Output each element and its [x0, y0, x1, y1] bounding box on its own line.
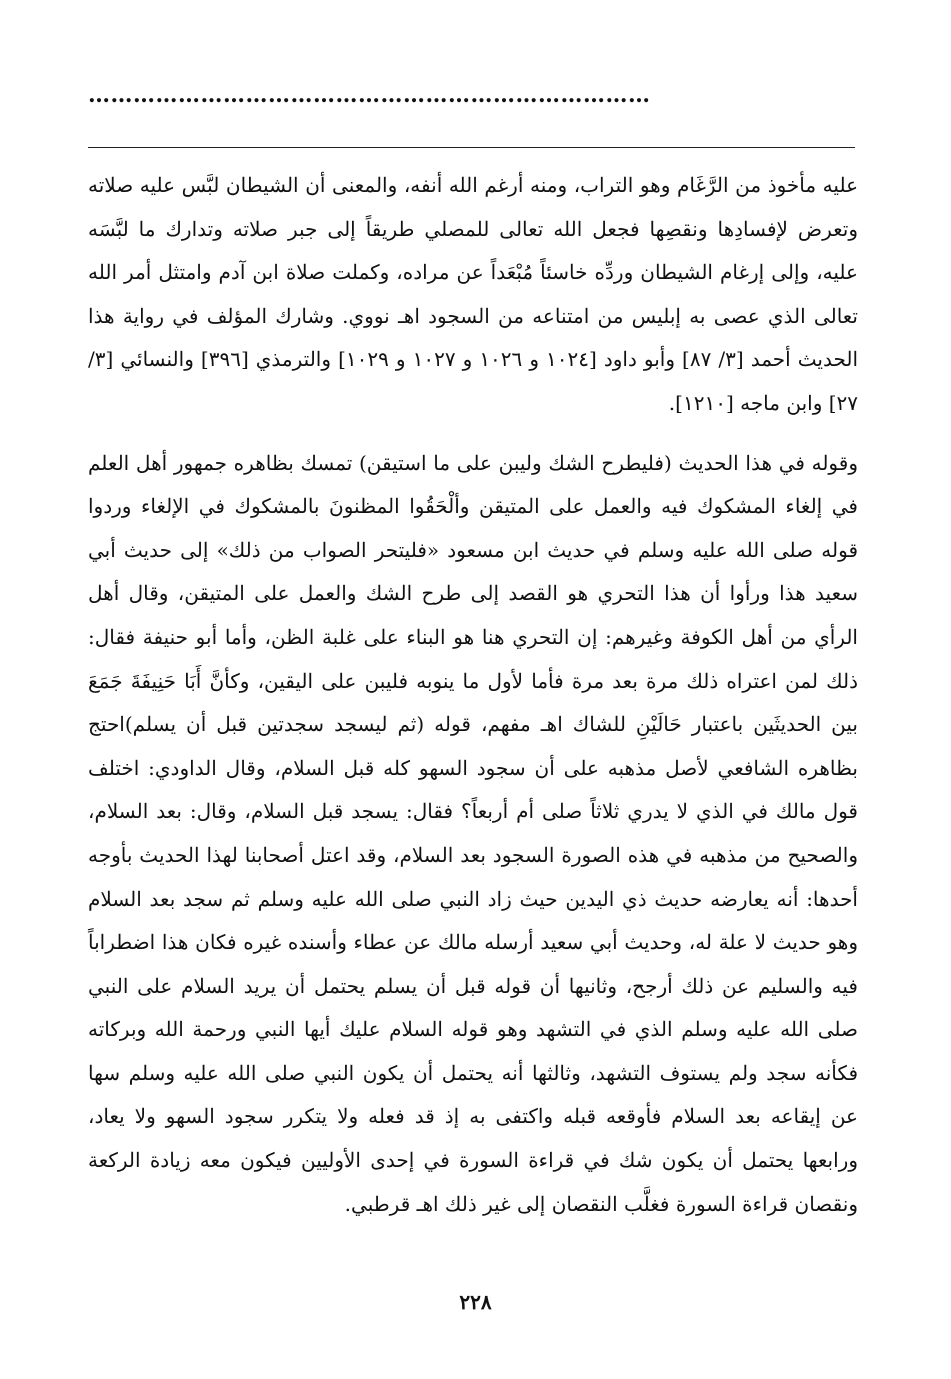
horizontal-rule — [88, 147, 855, 148]
footnote-continuation-paragraph: عليه مأخوذ من الرَّغَام وهو التراب، ومنه أرغم الله أنفه، والمعنى أن الشيطان لبَّس عليه صلاته وتعرض لإفسادِها ونقصِها فجعل الله تعالى للمصلي طريقاً إلى جبر صلاته وتدارك ما لبَّسَه عليه، وإلى إرغام الشيطان وردِّه خاسئاً مُبْعَداً عن مراده، وكملت صلاة ابن آدم وامتثل أمر الله تعالى الذي عصى به إبليس من امتناعه من السجود اهـ نووي. وشارك المؤلف في رواية هذا الحديث أحمد [٣/ ٨٧] وأبو داود [١٠٢٤ و ١٠٢٦ و ١٠٢٧ و ١٠٢٩] والترمذي [٣٩٦] والنسائي [٣/ ٢٧] وابن ماجه [١٢١٠]. — [88, 173, 859, 415]
separator-dots: ………………………………………………………………… — [88, 82, 651, 108]
page-number: ٢٢٨ — [459, 1290, 492, 1314]
page-body — [88, 164, 858, 1226]
commentary-paragraph: وقوله في هذا الحديث (فليطرح الشك وليبن على ما استيقن) تمسك بظاهره جمهور أهل العلم في إلغاء المشكوك فيه والعمل على المتيقن وألْحَقُوا المظنونَ بالمشكوك في الإلغاء وردوا قوله صلى الله عليه وسلم في حديث ابن مسعود «فليتحر الصواب من ذلك» إلى حديث أبي سعيد هذا ورأوا أن هذا التحري هو القصد إلى طرح الشك والعمل على المتيقن، وقال أهل الرأي من أهل الكوفة وغيرهم: إن التحري هنا هو البناء على غلبة الظن، وأما أبو حنيفة فقال: ذلك لمن اعتراه ذلك مرة بعد مرة فأما لأول ما ينوبه فليبن على اليقين، وكأنَّ أَبَا حَنِيفَةَ جَمَعَ بين الحديثَين باعتبار حَالَيْنِ للشاك اهـ مفهم، قوله (ثم ليسجد سجدتين قبل أن يسلم)احتج بظاهره الشافعي لأصل مذهبه على أن سجود السهو كله قبل السلام، وقال الداودي: اختلف قول مالك في الذي لا يدري ثلاثاً صلى أم أربعاً؟ فقال: يسجد قبل السلام، وقال: بعد السلام، والصحيح من مذهبه في هذه الصورة السجود بعد السلام، وقد اعتل أصحابنا لهذا الحديث بأوجه أحدها: أنه يعارضه حديث ذي اليدين حيث زاد النبي صلى الله عليه وسلم ثم سجد بعد السلام وهو حديث لا علة له، وحديث أبي سعيد أرسله مالك عن عطاء وأسنده غيره فكان هذا اضطراباً فيه والسليم عن ذلك أرجح، وثانيها أن قوله قبل أن يسلم يحتمل أن يريد السلام على النبي صلى الله عليه وسلم الذي في التشهد وهو قوله السلام عليك أيها النبي ورحمة الله وبركاته فكأنه سجد ولم يستوف التشهد، وثالثها أنه يحتمل أن يكون النبي صلى الله عليه وسلم سها عن إيقاعه بعد السلام فأوقعه قبله واكتفى به إذ قد فعله ولا يتكرر سجود السهو ولا يعاد، ورابعها يحتمل أن يكون شك في قراءة السورة في إحدى الأوليين فيكون معه زيادة الركعة ونقصان قراءة السورة فغلَّب النقصان إلى غير ذلك اهـ قرطبي. — [88, 450, 858, 1216]
